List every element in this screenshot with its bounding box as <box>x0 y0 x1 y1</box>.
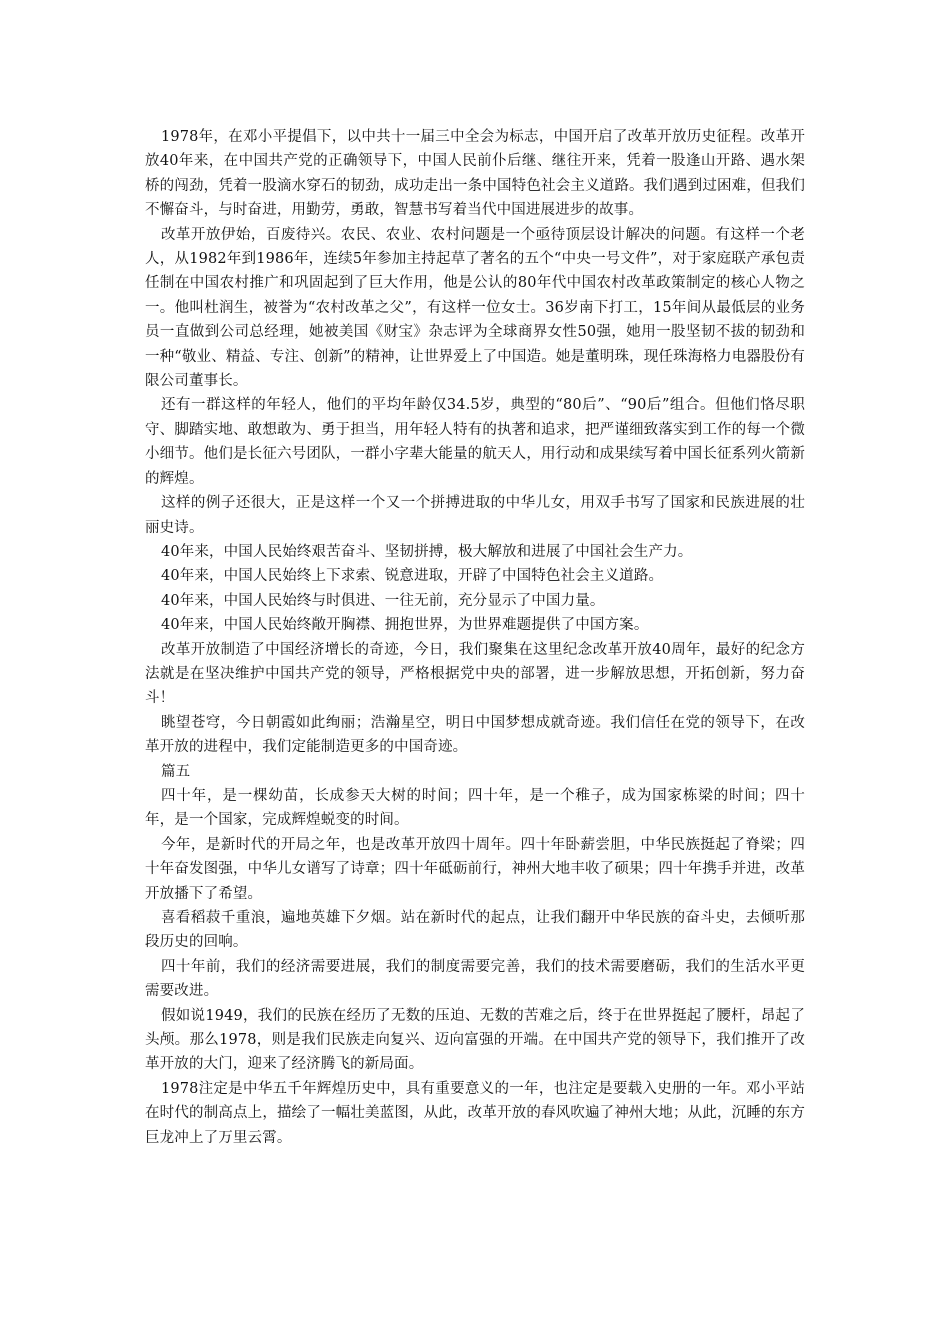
paragraph-6: 40年来，中国人民始终上下求索、锐意进取，开辟了中国特色社会主义道路。 <box>160 568 664 585</box>
section-paragraph-3: 喜看稻菽千重浪，遍地英雄下夕烟。站在新时代的起点，让我们翻开中华民族的奋斗史，去倾听那段历史的回响。 <box>145 910 805 951</box>
paragraph-9: 改革开放制造了中国经济增长的奇迹，今日，我们聚集在这里纪念改革开放40周年，最好的纪念方法就是在坚决维护中国共产党的领导，严格根据党中央的部署，进一步解放思想，开拓创新，努力奋斗！ <box>145 641 805 707</box>
section-paragraph-4: 四十年前，我们的经济需要进展，我们的制度需要完善，我们的技术需要磨砺，我们的生活水平更需要改进。 <box>145 958 805 1000</box>
paragraph-2: 改革开放伊始，百废待兴。农民、农业、农村问题是一个亟待顶层设计解决的问题。有这样一个老人，从1982年到1986年，连续5年参加主持起草了著名的五个“中央一号文件”，对于家庭联产承包责任制在中国农村推广和巩固起到了巨大作用，他是公认的80年代中国农村改革政策制定的核心人物之一。他叫杜润生，被誉为“农村改革之父”，有这样一位女士。36岁南下打工，15年间从最低层的业务员一直做到公司总经理，她被美国《财宝》杂志评为全球商界女性50强，她用一股坚韧不拔的韧劲和一种“敬业、精益、专注、创新”的精神，让世界爱上了中国造。她是董明珠，现任珠海格力电器股份有限公司董事长。 <box>145 226 805 390</box>
paragraph-3: 还有一群这样的年轻人，他们的平均年龄仅34.5岁，典型的“80后”、“90后”组合。但他们恪尽职守、脚踏实地、敢想敢为、勇于担当，用年轻人特有的执著和追求，把严谨细致落实到工作的每一个微小细节。他们是长征六号团队，一群小字辈大能量的航天人，用行动和成果续写着中国长征系列火箭新的辉煌。 <box>145 397 805 487</box>
paragraph-7: 40年来，中国人民始终与时俱进、一往无前，充分显示了中国力量。 <box>160 592 605 609</box>
paragraph-1: 1978年，在邓小平提倡下，以中共十一届三中全会为标志，中国开启了改革开放历史征程。改革开放40年来，在中国共产党的正确领导下，中国人民前仆后继、继往开来，凭着一股逢山开路、遇水架桥的闯劲，凭着一股滴水穿石的韧劲，成功走出一条中国特色社会主义道路。我们遇到过困难，但我们不懈奋斗，与时奋进，用勤劳，勇敢，智慧书写着当代中国进展进步的故事。 <box>145 129 805 219</box>
section-paragraph-5: 假如说1949，我们的民族在经历了无数的压迫、无数的苦难之后，终于在世界挺起了腰杆，昂起了头颅。那么1978，则是我们民族走向复兴、迈向富强的开端。在中国共产党的领导下，我们推开了改革开放的大门，迎来了经济腾飞的新局面。 <box>145 1007 805 1073</box>
paragraph-8: 40年来，中国人民始终敞开胸襟、拥抱世界，为世界难题提供了中国方案。 <box>160 617 649 634</box>
document-page <box>145 125 805 1150</box>
section-heading: 篇五 <box>160 763 191 780</box>
paragraph-5: 40年来，中国人民始终艰苦奋斗、坚韧拼搏，极大解放和进展了中国社会生产力。 <box>160 543 693 560</box>
section-paragraph-6: 1978注定是中华五千年辉煌历史中，具有重要意义的一年，也注定是要载入史册的一年。邓小平站在时代的制高点上，描绘了一幅壮美蓝图，从此，改革开放的春风吹遍了神州大地；从此，沉睡的东方巨龙冲上了万里云霄。 <box>145 1080 805 1146</box>
section-paragraph-1: 四十年，是一棵幼苗，长成参天大树的时间；四十年，是一个稚子，成为国家栋梁的时间；四十年，是一个国家，完成辉煌蜕变的时间。 <box>145 787 805 829</box>
section-paragraph-2: 今年，是新时代的开局之年，也是改革开放四十周年。四十年卧薪尝胆，中华民族挺起了脊梁；四十年奋发图强，中华儿女谱写了诗章；四十年砥砺前行，神州大地丰收了硕果；四十年携手并进，改革开放播下了希望。 <box>145 836 805 902</box>
paragraph-4: 这样的例子还很大，正是这样一个又一个拼搏进取的中华儿女，用双手书写了国家和民族进展的壮丽史诗。 <box>145 495 805 536</box>
paragraph-10: 眺望苍穹，今日朝霞如此绚丽；浩瀚星空，明日中国梦想成就奇迹。我们信任在党的领导下，在改革开放的进程中，我们定能制造更多的中国奇迹。 <box>145 714 805 756</box>
